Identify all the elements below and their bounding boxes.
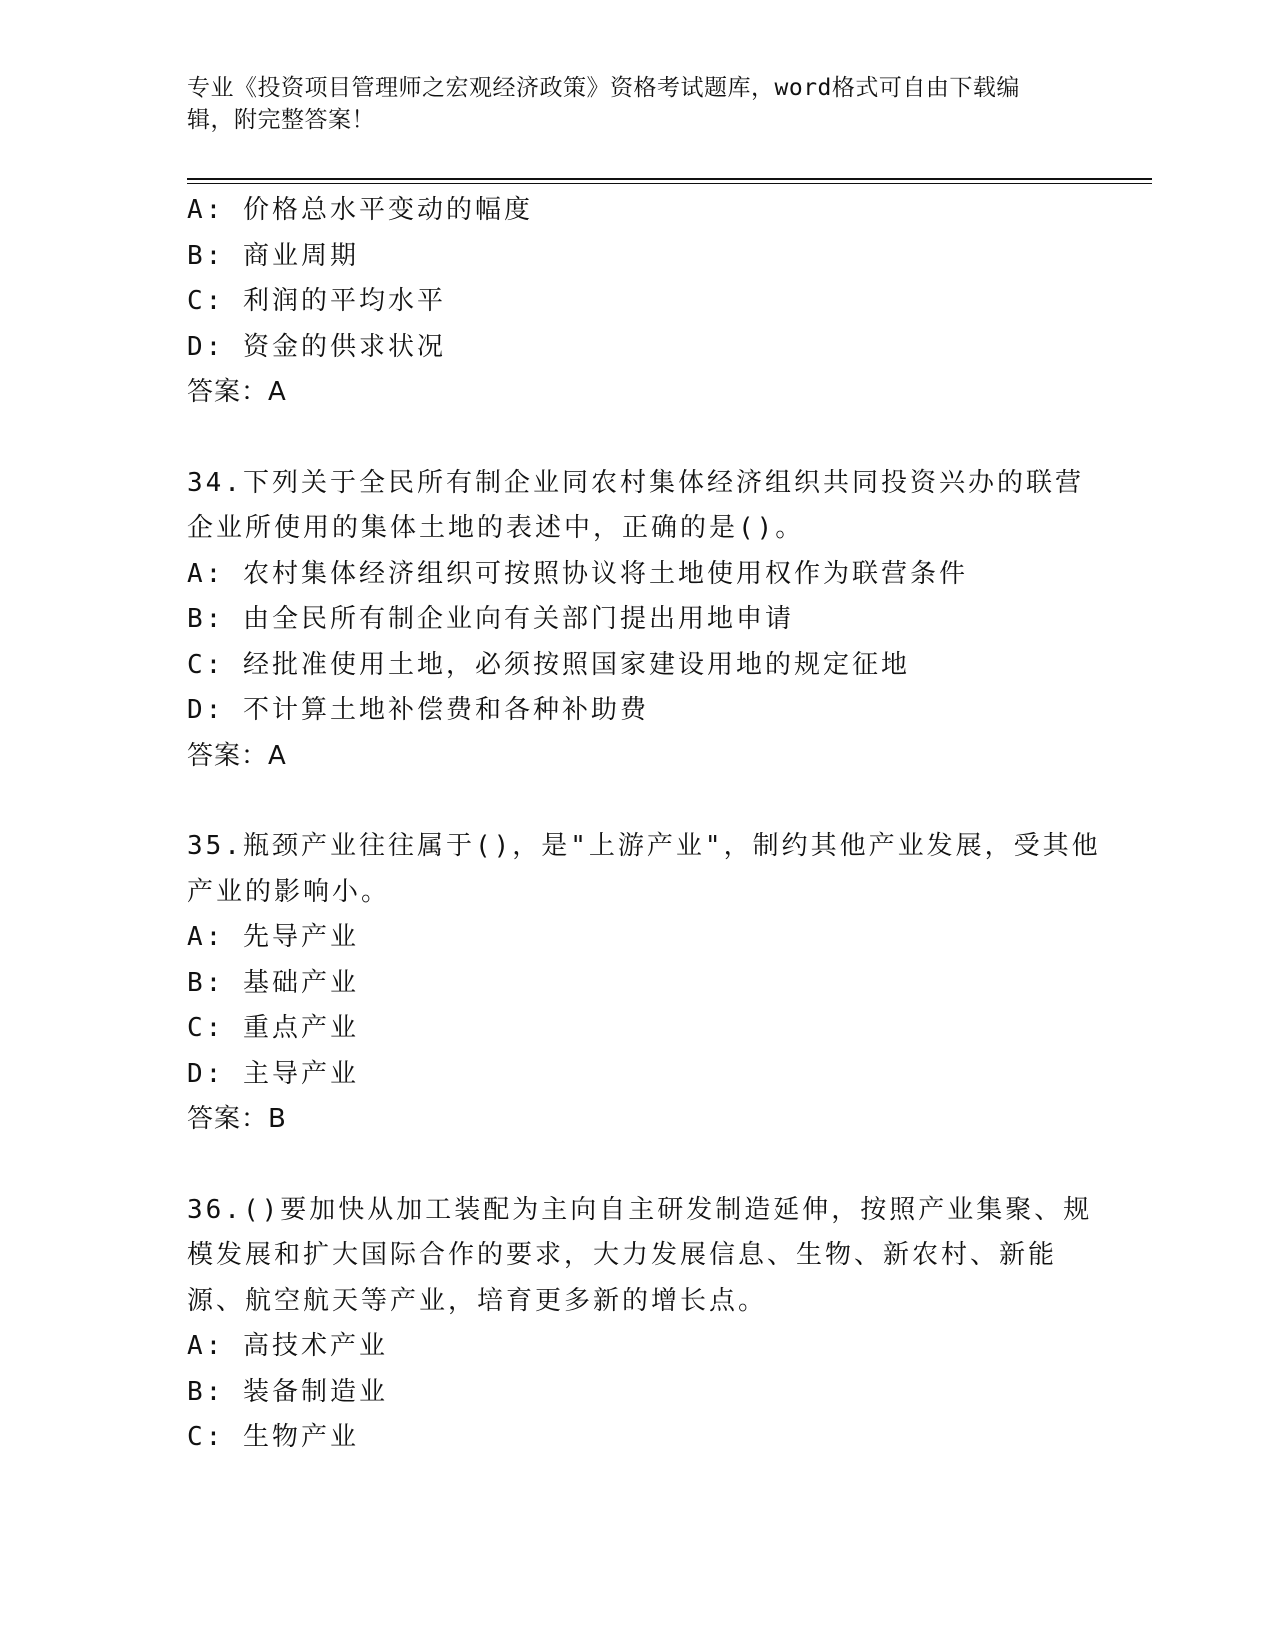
option-a: A: 高技术产业	[187, 1331, 388, 1361]
option-c: C: 利润的平均水平	[187, 286, 446, 316]
option-d: D: 不计算土地补偿费和各种补助费	[187, 695, 649, 725]
option-d: D: 主导产业	[187, 1058, 359, 1089]
header-rule-thin	[187, 183, 1152, 184]
header-line-2: 辑，附完整答案！	[187, 107, 375, 133]
answer-text: 答案：A	[187, 740, 287, 771]
question-36	[187, 1188, 1093, 1461]
answer-text: 答案：B	[187, 1104, 287, 1134]
question-stem-line-1: 36.()要加快从加工装配为主向自主研发制造延伸，按照产业集聚、规	[187, 1194, 1093, 1225]
question-35	[187, 824, 1101, 1143]
question-stem-line-2: 企业所使用的集体土地的表述中，正确的是()。	[187, 513, 805, 543]
option-c: C: 重点产业	[187, 1013, 359, 1043]
question-stem-line-2: 产业的影响小。	[187, 876, 391, 907]
header-rule-thick	[187, 178, 1152, 180]
option-a: A: 价格总水平变动的幅度	[187, 195, 533, 225]
answer-text: 答案：A	[187, 377, 287, 407]
option-b: B: 商业周期	[187, 240, 359, 271]
option-c: C: 生物产业	[187, 1422, 359, 1452]
question-stem-line-3: 源、航空航天等产业，培育更多新的增长点。	[187, 1285, 768, 1316]
question-list	[187, 188, 1101, 1506]
question-stem-line-1: 34.下列关于全民所有制企业同农村集体经济组织共同投资兴办的联营	[187, 467, 1084, 498]
option-a: A: 农村集体经济组织可按照协议将土地使用权作为联营条件	[187, 558, 968, 589]
question-34	[187, 461, 1087, 780]
question-stem-line-2: 模发展和扩大国际合作的要求，大力发展信息、生物、新农村、新能	[187, 1240, 1058, 1270]
header-line-1: 专业《投资项目管理师之宏观经济政策》资格考试题库，word格式可自由下载编	[187, 75, 1020, 101]
question-33-continued	[187, 188, 1087, 416]
option-c: C: 经批准使用土地，必须按照国家建设用地的规定征地	[187, 649, 910, 680]
option-b: B: 基础产业	[187, 967, 359, 998]
question-stem-line-1: 35.瓶颈产业往往属于()，是"上游产业"，制约其他产业发展，受其他	[187, 831, 1101, 861]
document-header	[187, 72, 1067, 136]
option-d: D: 资金的供求状况	[187, 331, 446, 362]
option-a: A: 先导产业	[187, 922, 359, 952]
option-b: B: 装备制造业	[187, 1376, 388, 1407]
option-b: B: 由全民所有制企业向有关部门提出用地申请	[187, 604, 794, 634]
